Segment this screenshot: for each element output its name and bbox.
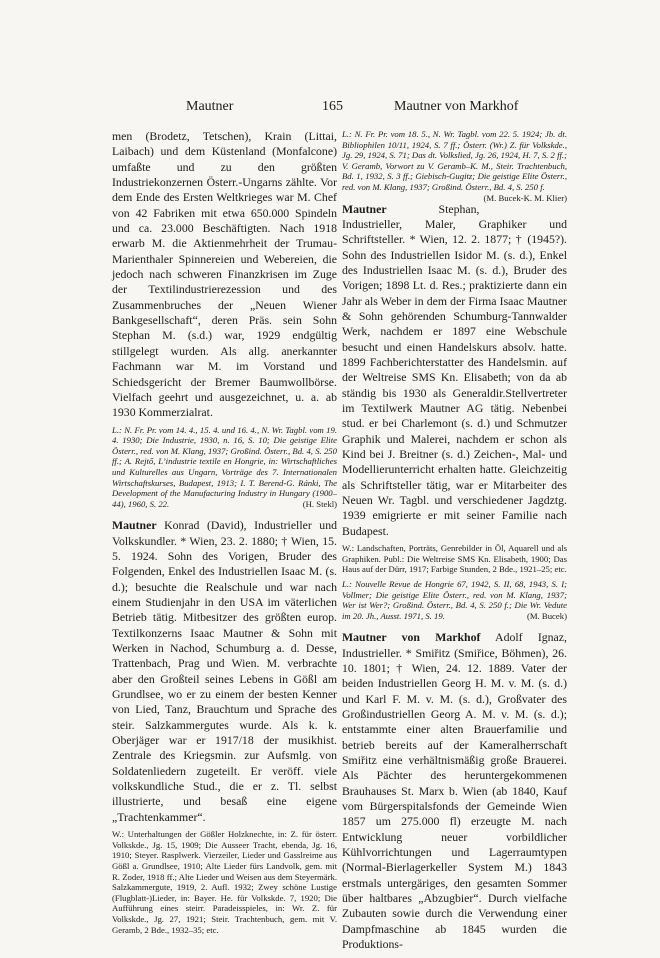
header-right: Mautner von Markhof <box>394 99 519 114</box>
header-left: Mautner <box>186 99 234 114</box>
entry-literature <box>342 129 567 203</box>
entry-continuation-text: men (Brodetz, Tetschen), Krain (Littai, Laibach) und dem Küstenland (Monfalcone) umfaßte und zu den größten Industriekonzernen Österr.-Ungarns zählte. Vor dem Ende des Ersten Weltkrieges war M. Chef von 42 Fabriken mit etwa 650.000 Spindeln und ca. 23.000 Beschäftigten. Nach 1918 erwarb M. die Aktienmehrheit der Trumau-Marienthaler Spinnereien und Webereien, die jedoch nach schweren Finanzkrisen im Zuge der Textilindustrierezession und des Zusammenbruches der „Neuen Wiener Bankgesellschaft“, deren Präs. sein Sohn Stephan M. (s.d.) war, 1929 endgültig stillgelegt wurden. Als allg. anerkannter Fachmann war M. im Vorstand und Schiedsgericht der Bremer Baumwollbörse. Vielfach geehrt und ausgezeichnet, u. a. ab 1930 Kommerzialrat. <box>112 129 337 420</box>
entry-headword: Mautner von Markhof <box>342 630 481 645</box>
entry-headword: Mautner <box>342 201 387 216</box>
entry-konrad <box>112 518 337 825</box>
entry-works: W.: Landschaften, Porträts, Genrebilder in Öl, Aquarell und als Graphiken. Publ.: Die Weltreise SMS Kn. Elisabeth, 1900; Das Haus auf der Dürr, 1917; Farbige Stunden, 2 Bde., 1921–25; etc. <box>342 543 567 575</box>
author-signature: (M. Bucek-K. M. Klier) <box>483 192 567 203</box>
page-number: 165 <box>322 99 343 114</box>
entry-body: Konrad (David), Industrieller und Volkskundler. * Wien, 23. 2. 1880; † Wien, 15. 5. 1924. Sohn des Vorigen, Bruder des Folgenden, Enkel des Industriellen Isaac M. (s. d.); besuchte die Realschule und war nach einem Studienjahr in den USA im väterlichen Betrieb tätig. Mitbesitzer des größten europ. Textilkonzerns Isaac Mautner & Sohn mit Werken in Nachod, Schumburg a. d. Desse, Trattenbach, Prag und Wien. M. verbrachte aber den Großteil seines Lebens in Gößl am Grundlsee, wo er zu einem der besten Kenner von Lied, Tanz, Brauchtum und Sprache des steir. Salzkammergutes wurde. Als k. k. Oberjäger war er 1917/18 der musikhist. Zentrale des Kriegsmin. zur Aufsmlg. von Soldatenliedern zugeteilt. Er veröff. viele volkskundliche Stud., die er z. Tl. selbst illustrierte, und besaß eine eigene „Trachtenkammer“. <box>112 518 337 824</box>
author-signature: (M. Bucek) <box>526 610 567 621</box>
right-column <box>342 129 567 952</box>
left-column <box>112 129 337 935</box>
literature-text: L.: Nouvelle Revue de Hongrie 67, 1942, S. II, 68, 1943, S. I; Vollmer; Die geistige Elite Österr., red. von M. Klang, 1937; Wer ist Wer?; Großind. Österr., Bd. 4, S. 250 f.; Die Wr. Vedute im 20. Jh., Ausst. 1971, S. 19. <box>342 578 567 621</box>
entry-adolf-ignaz <box>342 630 567 952</box>
entry-literature <box>342 579 567 621</box>
entry-literature <box>112 425 337 510</box>
entry-headword: Mautner <box>112 518 157 533</box>
literature-text: L.: N. Fr. Pr. vom 18. 5., N. Wr. Tagbl. vom 22. 5. 1924; Jb. dt. Bibliophilen 10/11, 1924, S. 7 ff.; Österr. (Wr.) Z. für Volkskde., Jg. 29, 1924, S. 71; Das dt. Volkslied, Jg. 26, 1924, H. 7, S. 2 ff.; V. Geramb, Vorwort zu V. Geramb–K. M., Steir. Trachtenbuch, Bd. 1, 1932, S. 3 ff.; Giebisch-Gugitz; Die geistige Elite Österr., red. von M. Klang, 1937; Großind. Österr., Bd. 4, S. 250 f. <box>342 129 567 192</box>
author-signature: (H. Stekl) <box>302 498 337 509</box>
entry-body: Stephan, Industrieller, Maler, Graphiker und Schriftsteller. * Wien, 12. 2. 1877; † (1945?). Sohn des Industriellen Isidor M. (s. d.), Enkel des Industriellen Isaac M. (s. d.), Bruder des Vorigen; 1898 Lt. d. Res.; praktizierte dann ein Jahr als Weber in dem der Firma Isaac Mautner & Sohn gehörenden Schumburg-Tannwalder Werk, nachdem er 1897 eine Webschule besucht und einen Handelskurs absolv. hatte. 1899 Fachberichterstatter des Handelsmin. auf der Weltreise SMS Kn. Elisabeth; von da ab ständig bis 1930 als Generaldir.Stellvertreter im Textilwerk Mautner AG tätig. Nebenbei stud. er bei Charlemont (s. d.) und Schmutzer Graphik und Malerei, nachdem er schon als Kind bei J. Breitner (s. d.) Zeichen-, Mal- und Modellierunterricht erhalten hatte. Gleichzeitig als Schriftsteller tätig, war er Mitarbeiter des Neuen Wr. Tagbl. und verschiedener Jagdztg. 1939 emigrierte er mit seiner Familie nach Budapest. <box>342 201 567 538</box>
entry-works: W.: Unterhaltungen der Gößler Holzknechte, in: Z. für österr. Volkskde., Jg. 15, 1909; Die Ausseer Tracht, ebenda, Jg. 16, 1910; Steyer. Rasplwerk. Vierzeiler, Lieder und Gasslreime aus Gößl a. Grundlsee, 1910; Alte Lieder fürs Landvolk, gem. mit R. Zoder, 1918 ff.; Alte Lieder und Weisen aus dem Steyermärk. Salzkammergute, 1919, 2. Aufl. 1932; Zwey schöne Lustige (Flugblatt-)Lieder, in: Bayer. He. für Volkskde. 7, 1920; Die Aufführung eines steirr. Paradeisspieles, in: Wr. Z. für Volkskde., Jg. 27, 1921; Steir. Trachtenbuch, gem. mit V. Geramb, 2 Bde., 1932–35; etc. <box>112 829 337 935</box>
entry-stephan <box>342 202 567 540</box>
literature-text: L.: N. Fr. Pr. vom 14. 4., 15. 4. und 16. 4., N. Wr. Tagbl. vom 19. 4. 1930; Die Industrie, 1930, n. 16, S. 10; Die geistige Elite Österr., red. von M. Klang, 1937; Großind. Österr., Bd. 4, S. 250 ff.; A. Rejtő, L’industrie textile en Hongrie, in: Wirtschaftliches und Kulturelles aus Ungarn, Vorträge des 7. Internationalen Wirtschaftskurses, Budapest, 1913; I. T. Berend-G. Ránki, The Development of the Manufacturing Industry in Hungary (1900–44), 1960, S. 22. <box>112 424 337 509</box>
running-header <box>0 98 660 116</box>
entry-body: Adolf Ignaz, Industrieller. * Smiřitz (Smiřice, Böhmen), 26. 10. 1801; † Wien, 24. 12. 1889. Vater der beiden Industriellen Georg H. M. v. M. (s. d.) und Karl F. M. v. M. (s. d.), Großvater des Großindustriellen Georg A. M. v. M. (s. d.); entstammte einer alten Brauerfamilie und betrieb bereits auf der Kameralherrschaft Smiřitz eine verhältnismäßig große Brauerei. Als Pächter des heruntergekommenen Brauhauses St. Marx b. Wien (ab 1840, Kauf vom Bürgerspitalsfonds der Gemeinde Wien 1857 um 275.000 fl) erzeugte M. nach Entwicklung neuer vorbildlicher Kühlvorrichtungen und Lagerraumtypen (Normal-Bierlagerkeller System M.) 1843 erstmals untergäriges, den gesamten Sommer über haltbares „Abzugbier“. Durch vielfache Zubauten sowie durch die Verwendung einer Dampfmaschine ab 1845 wurden die Produktions- <box>342 630 567 952</box>
